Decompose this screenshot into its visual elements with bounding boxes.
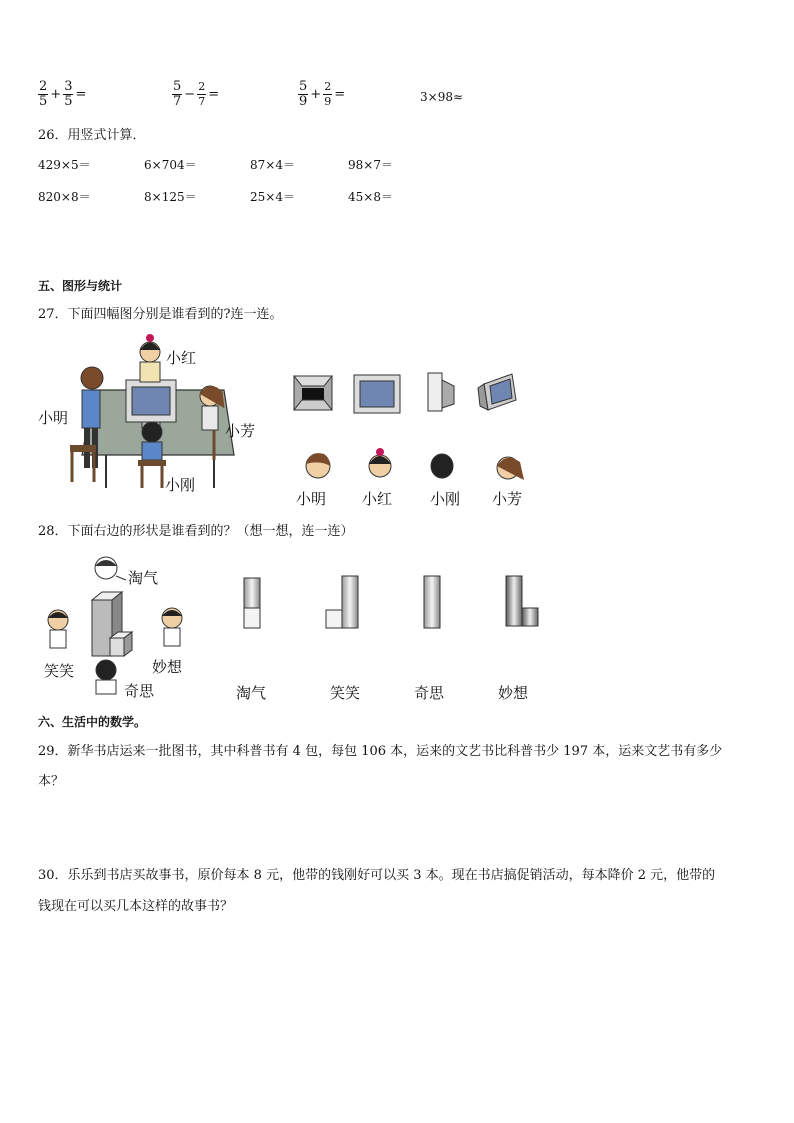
numerator: 3: [64, 79, 73, 94]
question-27-title: 27．下面四幅图分别是谁看到的?连一连。: [38, 307, 283, 322]
denominator: 9: [299, 94, 308, 109]
scene-label-right: 妙想: [152, 658, 183, 676]
fraction-expr-2: [172, 80, 221, 109]
numerator: 2: [198, 80, 206, 93]
operator: +: [50, 87, 62, 102]
scene-label-left: 笑笑: [44, 662, 75, 680]
operator: −: [184, 87, 196, 102]
monitor-back-view-icon[interactable]: [294, 376, 332, 410]
denominator: 7: [173, 94, 182, 109]
monitor-angled-view-icon[interactable]: [478, 374, 516, 410]
calc-item: 8×125＝: [144, 190, 197, 204]
numerator: 5: [299, 79, 308, 94]
name-label: 妙想: [498, 684, 529, 702]
section-heading: 六、生活中的数学。: [38, 715, 147, 729]
girl-head-icon: [369, 448, 391, 477]
equals: =: [75, 87, 87, 102]
calc-item: 98×7＝: [348, 158, 393, 172]
question-29-line: 29．新华书店运来一批图书，其中科普书有 4 包，每包 106 本，运来的文艺书比科普书少 197 本，运来文艺书有多少: [38, 744, 723, 759]
question-26-title: 26．用竖式计算．: [38, 128, 146, 143]
shape-views: [236, 572, 546, 634]
girl-side-head-icon: [497, 457, 524, 480]
fraction-expr-3: [298, 80, 347, 109]
equals: =: [208, 87, 220, 102]
numerator: 5: [173, 79, 182, 94]
scene-label-left: 小明: [38, 409, 69, 427]
approx-expr: 3×98≈: [420, 90, 464, 104]
scene-label-bottom: 小刚: [165, 476, 196, 494]
name-label: 奇思: [414, 684, 445, 702]
scene-label-top: 淘气: [128, 569, 159, 587]
section-heading: 五、图形与统计: [38, 279, 123, 293]
monitor-front-view-icon[interactable]: [354, 375, 400, 413]
name-label: 淘气: [236, 684, 267, 702]
question-28-title: 28．下面右边的形状是谁看到的？（想一想，连一连）: [38, 524, 354, 539]
numerator: 2: [39, 79, 48, 94]
scene-label-top: 小红: [166, 349, 197, 367]
denominator: 5: [64, 94, 73, 109]
children-heads: [296, 446, 536, 486]
calc-item: 6×704＝: [144, 158, 197, 172]
fraction-expr-1: [38, 80, 88, 109]
scene-label-right: 小芳: [225, 422, 256, 440]
name-label: 小芳: [492, 490, 523, 508]
denominator: 9: [324, 95, 332, 108]
equals: =: [334, 87, 346, 102]
name-label: 小红: [362, 490, 393, 508]
computer-views: [290, 370, 530, 416]
calc-item: 87×4＝: [250, 158, 295, 172]
name-label: 笑笑: [330, 684, 361, 702]
calc-item: 25×4＝: [250, 190, 295, 204]
scene-label-bottom: 奇思: [124, 682, 155, 700]
name-label: 小刚: [430, 490, 461, 508]
calc-item: 45×8＝: [348, 190, 393, 204]
classroom-scene-illustration: [34, 330, 274, 500]
question-29-line: 本？: [38, 774, 65, 789]
calc-item: 820×8＝: [38, 190, 91, 204]
operator: +: [310, 87, 322, 102]
boy-head-icon: [306, 453, 330, 478]
boy-back-head-icon: [431, 454, 453, 478]
view-tall-with-cube-icon[interactable]: [506, 576, 538, 626]
denominator: 7: [198, 95, 206, 108]
question-30-line: 钱现在可以买几本这样的故事书？: [38, 899, 234, 914]
view-side-by-side-icon[interactable]: [326, 576, 358, 628]
view-single-tall-icon[interactable]: [424, 576, 440, 628]
numerator: 2: [324, 80, 332, 93]
name-label: 小明: [296, 490, 327, 508]
monitor-side-view-icon[interactable]: [428, 373, 454, 411]
view-stacked-icon[interactable]: [244, 578, 260, 628]
denominator: 5: [39, 94, 48, 109]
question-30-line: 30．乐乐到书店买故事书，原价每本 8 元，他带的钱刚好可以买 3 本。现在书店搞促销活动，每本降价 2 元，他带的: [38, 868, 716, 883]
calc-item: 429×5＝: [38, 158, 91, 172]
